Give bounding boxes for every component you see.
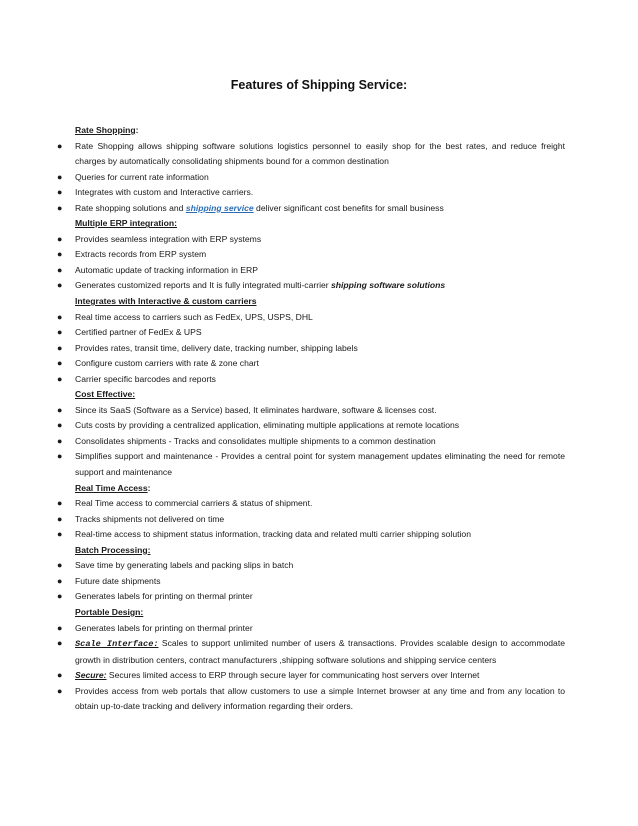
- bullet-icon: ●: [57, 435, 63, 446]
- bullet-icon: ●: [57, 404, 63, 415]
- bullet-icon: ●: [57, 187, 63, 198]
- bullet-icon: ●: [57, 560, 63, 571]
- list-item: ● Generates customized reports and It is fully integrated multi-carrier shipping software solutions: [53, 278, 565, 294]
- list-item: ● Carrier specific barcodes and reports: [53, 372, 565, 388]
- list-item: ● Scale Interface: Scales to support unlimited number of users & transactions. Provides scalable design to accommodate growth in distribution centers, contract manufacturers ,shipping software solutions and shipping service centers: [57, 638, 566, 665]
- bullet-icon: ●: [57, 171, 63, 182]
- section-heading-real-time-access: Real Time Access:: [75, 482, 151, 493]
- bullet-icon: ●: [57, 685, 63, 696]
- bullet-icon: ●: [57, 373, 63, 384]
- list-item: ● Cuts costs by providing a centralized application, eliminating multiple applications at remote locations: [53, 418, 565, 434]
- list-item: ● Tracks shipments not delivered on time: [53, 512, 565, 528]
- list-item: ● Save time by generating labels and packing slips in batch: [53, 558, 565, 574]
- bullet-icon: ●: [57, 622, 63, 633]
- list-item: ● Generates labels for printing on thermal printer: [53, 589, 565, 605]
- list-item: ● Rate Shopping allows shipping software solutions logistics personnel to easily shop for the best rates, and reduce freight charges by automatically consolidating shipments bound for a common destination: [57, 140, 565, 167]
- bullet-icon: ●: [57, 249, 63, 260]
- list-item: ● Consolidates shipments - Tracks and consolidates multiple shipments to a common destination: [53, 434, 565, 450]
- list-item: ● Real time access to carriers such as FedEx, UPS, USPS, DHL: [53, 310, 565, 326]
- section-heading-batch-processing: Batch Processing:: [75, 544, 151, 555]
- emphasized-text: shipping software solutions: [331, 280, 446, 291]
- bullet-icon: ●: [57, 140, 63, 151]
- list-item: ● Provides seamless integration with ERP systems: [53, 232, 565, 248]
- list-item: ● Since its SaaS (Software as a Service) based, It eliminates hardware, software & licenses cost.: [53, 403, 565, 419]
- bullet-icon: ●: [57, 529, 63, 540]
- bullet-icon: ●: [57, 420, 63, 431]
- bullet-icon: ●: [57, 591, 63, 602]
- list-item: ● Rate shopping solutions and shipping service deliver significant cost benefits for small business: [53, 201, 565, 217]
- bullet-icon: ●: [57, 513, 63, 524]
- secure-label: Secure:: [75, 670, 107, 681]
- list-item: ● Automatic update of tracking information in ERP: [53, 263, 565, 279]
- section-heading-erp: Multiple ERP integration:: [75, 218, 178, 229]
- shipping-service-link[interactable]: shipping service: [185, 202, 254, 213]
- bullet-icon: ●: [57, 280, 63, 291]
- section-heading-rate-shopping: Rate Shopping:: [75, 125, 139, 135]
- bullet-icon: ●: [57, 327, 63, 338]
- bullet-icon: ●: [57, 498, 63, 509]
- bullet-icon: ●: [57, 342, 63, 353]
- list-item: ● Simplifies support and maintenance - Provides a central point for system management updates eliminating the need for remote support and maintenance: [57, 451, 565, 478]
- list-item: ● Provides access from web portals that allow customers to use a simple Internet browser at any time and from any location to obtain up-to-date tracking and delivery information regarding their orders.: [57, 685, 565, 712]
- bullet-icon: ●: [57, 358, 63, 369]
- list-item: ● Integrates with custom and Interactive carriers.: [53, 185, 565, 201]
- list-item: ● Secure: Secures limited access to ERP through secure layer for communicating host servers over Internet: [53, 668, 565, 684]
- bullet-icon: ●: [57, 264, 63, 275]
- list-item: ● Certified partner of FedEx & UPS: [53, 325, 565, 341]
- feature-list: [53, 123, 565, 715]
- list-item: ● Configure custom carriers with rate & zone chart: [53, 356, 565, 372]
- section-heading-portable-design: Portable Design:: [75, 606, 144, 617]
- bullet-icon: ●: [57, 575, 63, 586]
- list-item: ● Provides rates, transit time, delivery date, tracking number, shipping labels: [53, 341, 565, 357]
- list-item: ● Generates labels for printing on thermal printer: [53, 621, 565, 637]
- bullet-icon: ●: [57, 311, 63, 322]
- bullet-icon: ●: [57, 670, 63, 681]
- bullet-icon: ●: [57, 233, 63, 244]
- list-item: ● Future date shipments: [53, 574, 565, 590]
- list-item: ● Extracts records from ERP system: [53, 247, 565, 263]
- bullet-icon: ●: [57, 451, 63, 462]
- section-heading-carriers: Integrates with Interactive & custom carriers: [75, 296, 257, 307]
- bullet-icon: ●: [57, 638, 63, 649]
- list-item: ● Real-time access to shipment status information, tracking data and related multi carrier shipping solution: [53, 527, 565, 543]
- list-item: ● Real Time access to commercial carriers & status of shipment.: [53, 496, 565, 512]
- bullet-icon: ●: [57, 202, 63, 213]
- list-item: ● Queries for current rate information: [53, 170, 565, 186]
- page-title: Features of Shipping Service:: [230, 78, 408, 92]
- scale-interface-label: Scale Interface:: [75, 639, 159, 650]
- section-heading-cost-effective: Cost Effective:: [75, 389, 136, 400]
